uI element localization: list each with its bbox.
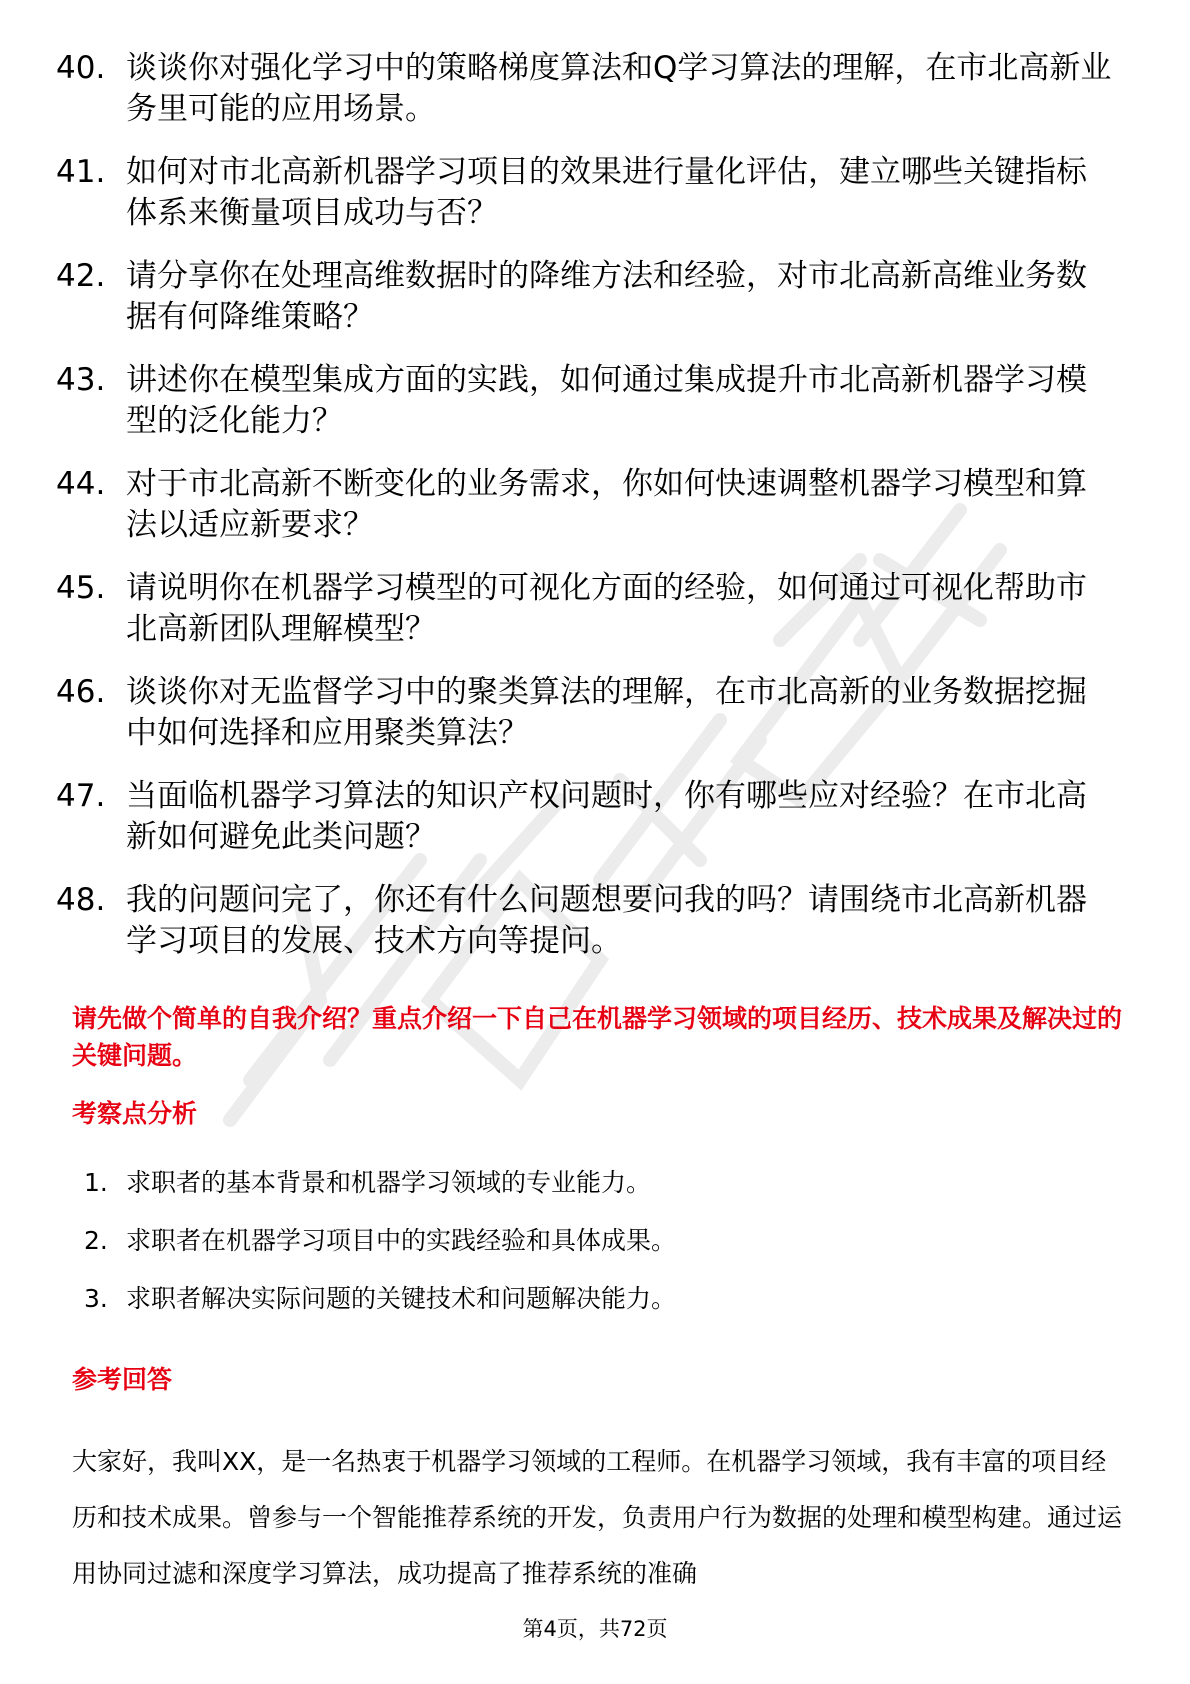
question-number: 45. (56, 570, 106, 606)
question-text: 谈谈你对无监督学习中的聚类算法的理解，在市北高新的业务数据挖掘中如何选择和应用聚类算法？ (126, 674, 1087, 751)
question-text: 当面临机器学习算法的知识产权问题时，你有哪些应对经验？在市北高新如何避免此类问题？ (126, 778, 1087, 855)
answer-paragraph: 大家好，我叫XX，是一名热衷于机器学习领域的工程师。在机器学习领域，我有丰富的项目经历和技术成果。曾参与一个智能推荐系统的开发，负责用户行为数据的处理和模型构建。通过运用协同过滤和深度学习算法，成功提高了推荐系统的准确 (72, 1447, 1123, 1588)
question-item (56, 152, 1116, 234)
question-number: 46. (56, 674, 106, 710)
question-number: 47. (56, 778, 106, 814)
question-item (56, 776, 1116, 858)
question-number: 48. (56, 882, 106, 918)
question-text: 我的问题问完了，你还有什么问题想要问我的吗？请围绕市北高新机器学习项目的发展、技术方向等提问。 (126, 882, 1087, 959)
analysis-section-title: 考察点分析 (72, 1099, 198, 1128)
question-number: 44. (56, 466, 106, 502)
question-text: 请说明你在机器学习模型的可视化方面的经验，如何通过可视化帮助市北高新团队理解模型？ (126, 570, 1087, 647)
question-text: 谈谈你对强化学习中的策略梯度算法和Q学习算法的理解，在市北高新业务里可能的应用场景。 (126, 50, 1112, 127)
question-item (56, 880, 1116, 962)
featured-question-heading: 请先做个简单的自我介绍？重点介绍一下自己在机器学习领域的项目经历、技术成果及解决过的关键问题。 (72, 1004, 1123, 1070)
analysis-text: 求职者在机器学习项目中的实践经验和具体成果。 (126, 1226, 677, 1255)
question-text: 请分享你在处理高维数据时的降维方法和经验，对市北高新高维业务数据有何降维策略？ (126, 258, 1087, 335)
question-text: 讲述你在模型集成方面的实践，如何通过集成提升市北高新机器学习模型的泛化能力？ (126, 362, 1087, 439)
question-text: 如何对市北高新机器学习项目的效果进行量化评估，建立哪些关键指标体系来衡量项目成功与否？ (126, 154, 1087, 231)
question-number: 40. (56, 50, 106, 86)
question-item (56, 48, 1116, 130)
question-number: 41. (56, 154, 106, 190)
analysis-number: 3. (84, 1284, 108, 1313)
analysis-item (84, 1224, 1084, 1258)
analysis-number: 1. (84, 1168, 108, 1197)
question-list (56, 48, 1116, 984)
analysis-text: 求职者的基本背景和机器学习领域的专业能力。 (126, 1168, 652, 1197)
question-item (56, 568, 1116, 650)
question-number: 42. (56, 258, 106, 294)
question-item (56, 360, 1116, 442)
analysis-list (84, 1166, 1084, 1340)
analysis-item (84, 1282, 1084, 1316)
question-item (56, 672, 1116, 754)
question-number: 43. (56, 362, 106, 398)
answer-section-title: 参考回答 (72, 1365, 173, 1394)
question-text: 对于市北高新不断变化的业务需求，你如何快速调整机器学习模型和算法以适应新要求？ (126, 466, 1087, 543)
question-item (56, 256, 1116, 338)
question-item (56, 464, 1116, 546)
page-footer: 第4页，共72页 (522, 1617, 668, 1641)
analysis-item (84, 1166, 1084, 1200)
analysis-number: 2. (84, 1226, 108, 1255)
analysis-text: 求职者解决实际问题的关键技术和问题解决能力。 (126, 1284, 677, 1313)
